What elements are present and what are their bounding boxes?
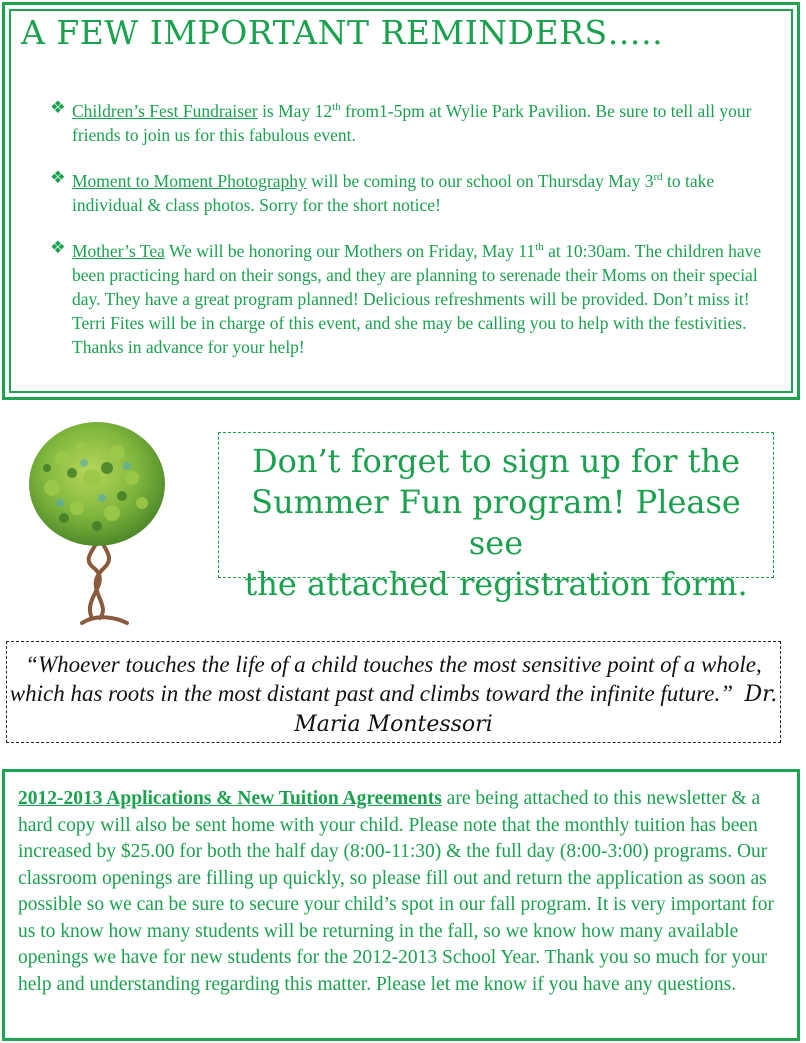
reminder-link: Moment to Moment Photography [72,170,307,191]
reminder-text: We will be honoring our Mothers on Friday, May 11 [164,240,536,261]
globe-tree-icon [22,418,172,628]
reminder-item [50,165,772,217]
reminder-link: Children’s Fest Fundraiser [72,100,258,121]
diamond-flower-bullet-icon: ❖ [50,97,66,117]
reminder-link: Mother’s Tea [72,240,165,261]
diamond-flower-bullet-icon: ❖ [50,167,66,187]
reminder-item [50,95,772,147]
diamond-flower-bullet-icon: ❖ [50,237,66,257]
applications-body: are being attached to this newsletter & a hard copy will also be sent home with your child. Please note that the monthly tuition has been increased by $25.00 for both the half day (8:00-11:30) & the full day (8:00-3:00) programs. Our classroom openings are filling up quickly, so please fill out and return the application as soon as possible so we can be sure to secure your child’s spot in our fall program. It is very important for us to know how many students will be returning in the fall, so we know how many available openings we have for new students for the 2012-2013 School Year. Thank you so much for your help and understanding regarding this matter. Please let me know if you have any questions. [18,788,774,995]
reminder-text: to take individual & class photos. Sorry for the short notice! [72,170,715,215]
reminder-item [50,235,772,359]
quote-author: Dr. Maria Montessori [294,682,778,737]
quote-text: “Whoever touches the life of a child touches the most sensitive point of a whole, which has roots in the most distant past and climbs toward the infinite future.” [9,652,762,706]
applications-lead: 2012-2013 Applications & New Tuition Agreements [18,788,442,809]
montessori-quote [6,641,781,743]
reminder-text: from1-5pm at Wylie Park Pavilion. Be sure to tell all your friends to join us for this fabulous event. [72,100,752,145]
reminder-text: is May 12 [257,100,333,121]
applications-box [2,769,800,1041]
reminders-box [2,2,800,400]
reminder-sup: th [535,241,544,253]
reminder-text: will be coming to our school on Thursday May 3 [306,170,654,191]
summer-fun-notice: Don’t forget to sign up for the Summer Fun program! Please see the attached registration form. [218,432,774,578]
reminder-sup: th [332,101,341,113]
reminder-sup: rd [653,171,663,183]
reminders-title: A FEW IMPORTANT REMINDERS….. [21,13,664,52]
reminder-text: at 10:30am. The children have been practicing hard on their songs, and they are planning to serenade their Moms on their special day. They have a great program planned! Delicious refreshments will be provided. Don’t miss it! Terri Fites will be in charge of this event, and she may be calling you to help with the festivities. Thanks in advance for your help! [72,240,762,357]
